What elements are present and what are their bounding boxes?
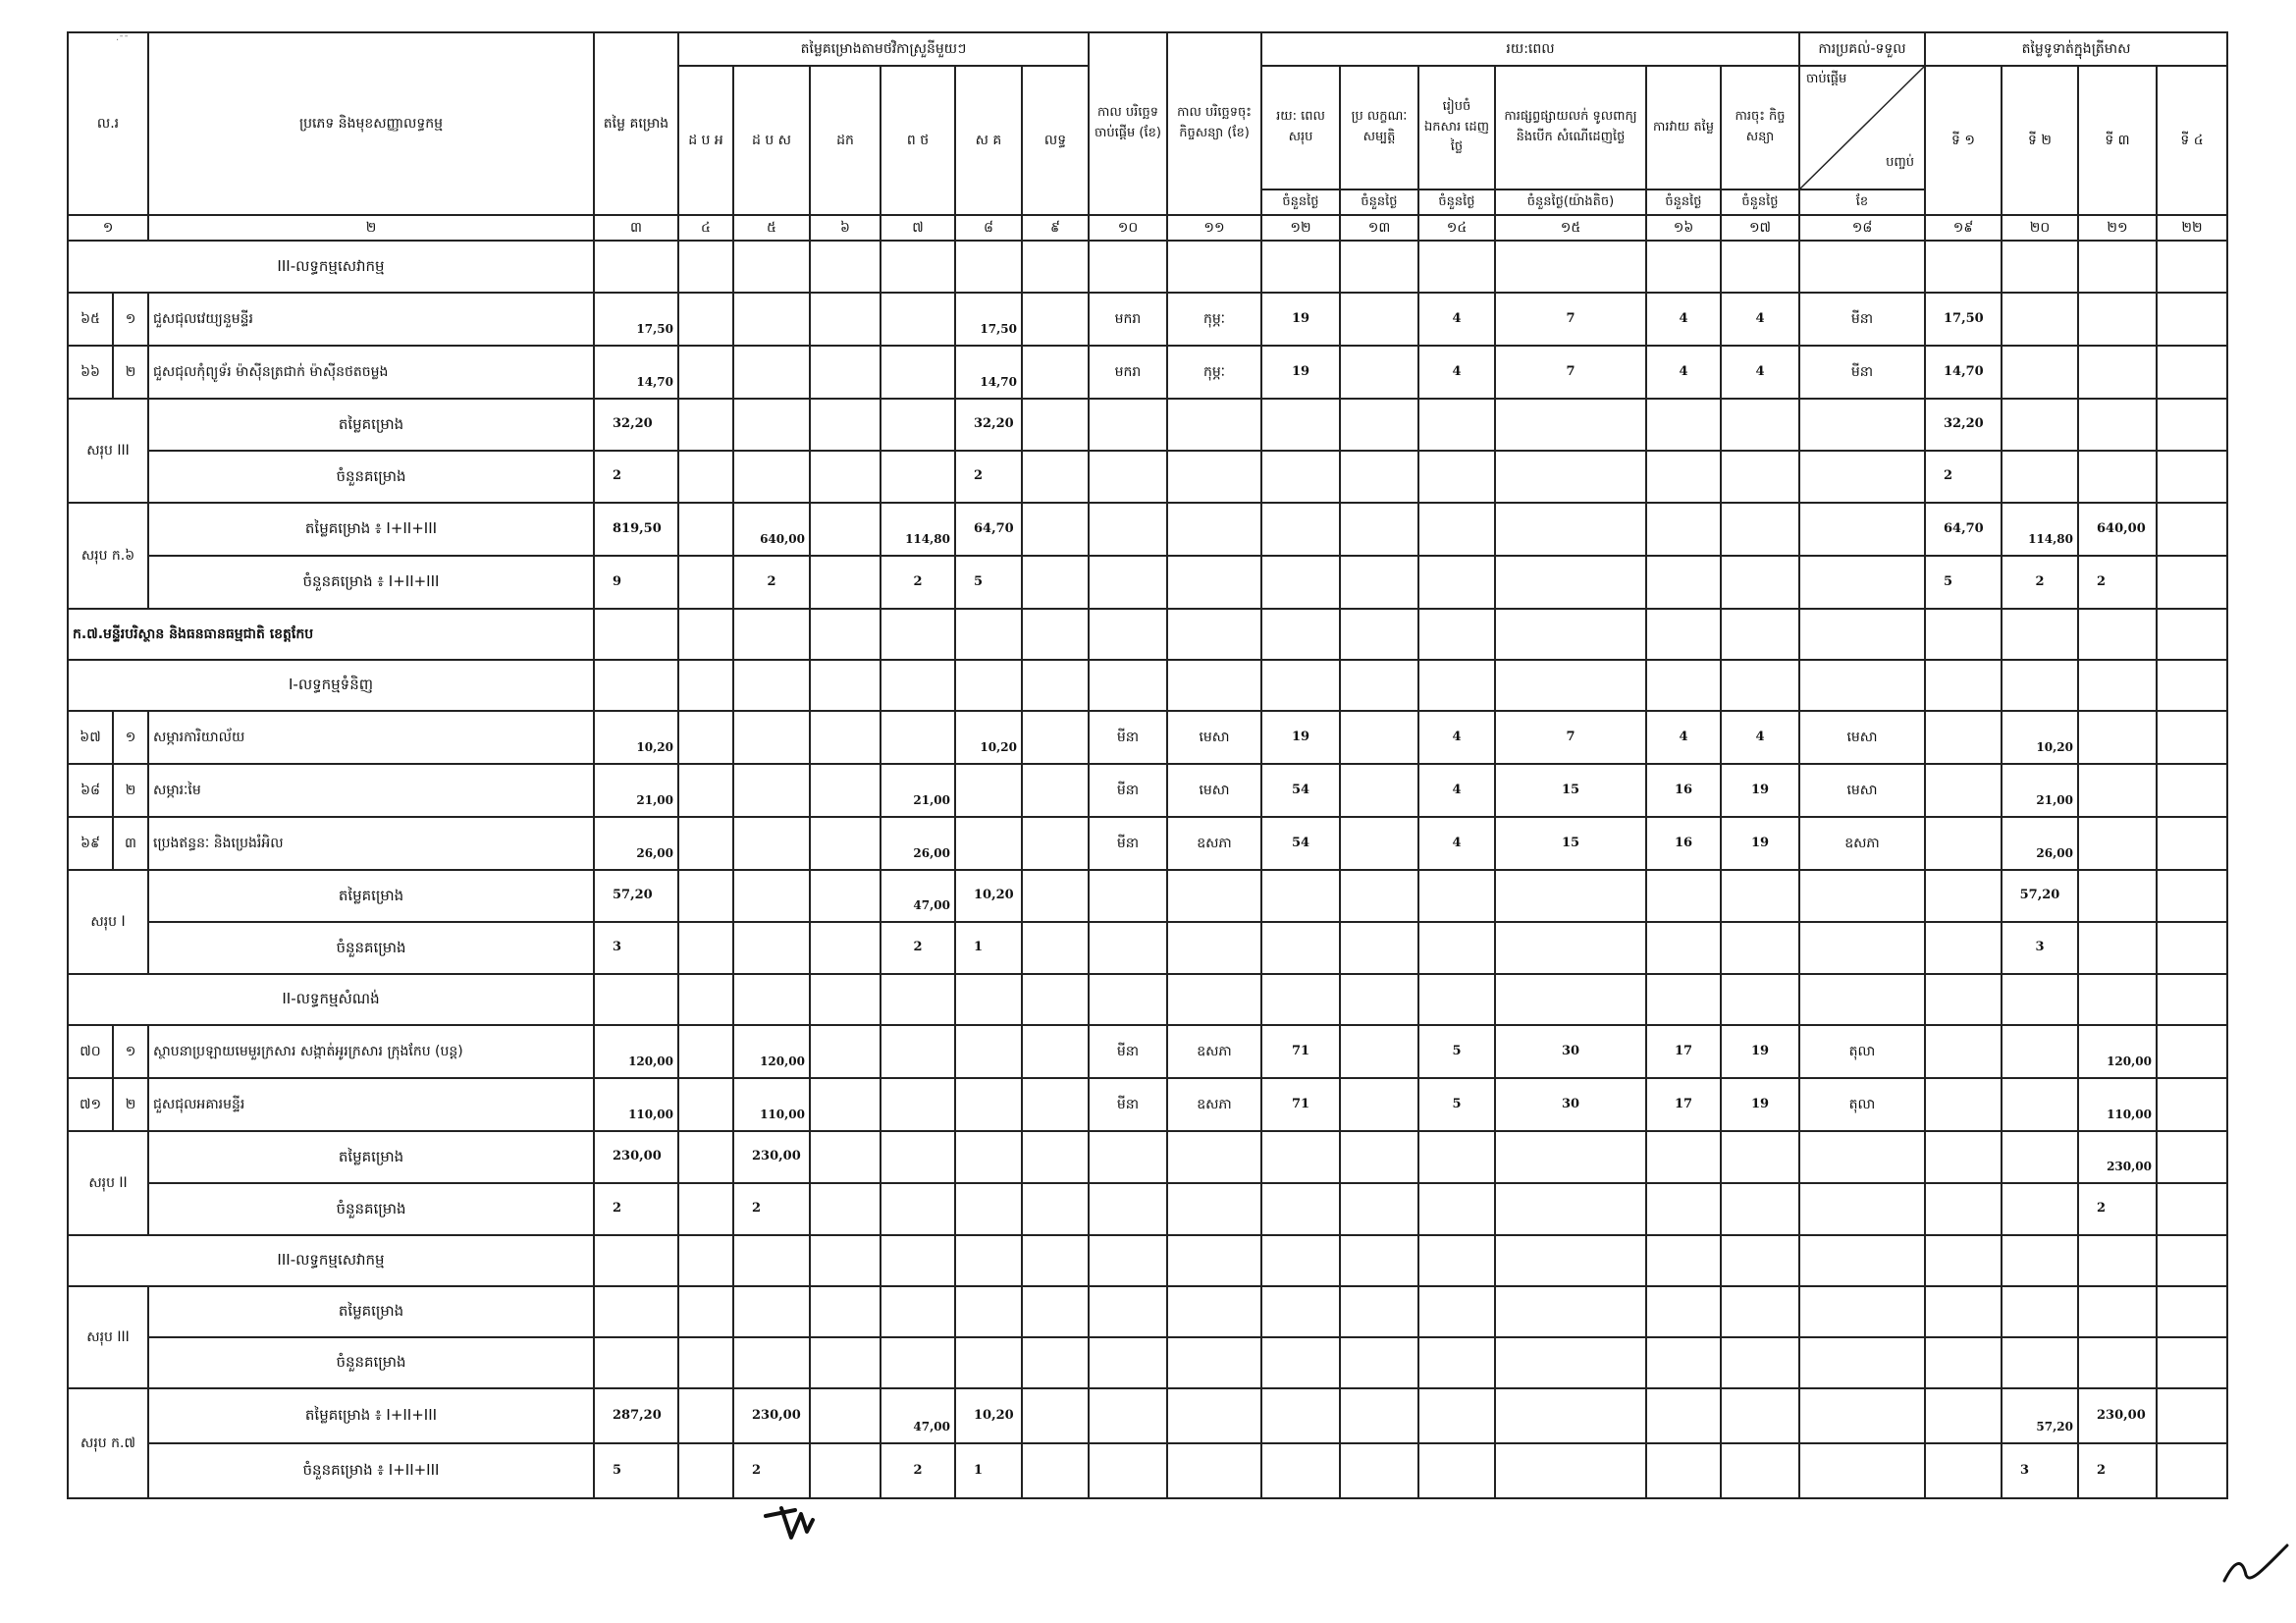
cell-est-cost: 14,70: [594, 346, 678, 399]
cell-days-total: 19: [1261, 293, 1340, 346]
cell-days-bid: 15: [1495, 764, 1646, 817]
cell-q2: 114,80: [2002, 503, 2078, 556]
cell-est-cost: 17,50: [594, 293, 678, 346]
cell-days-eval: 16: [1646, 764, 1721, 817]
cell-handover: តុលា: [1799, 1025, 1925, 1078]
col-header-duration-group: រយ:ពេល: [1261, 32, 1799, 66]
row-number: ៦៧: [68, 711, 113, 764]
cell-days-prep: 4: [1418, 817, 1495, 870]
column-number-row: [68, 215, 2227, 241]
row-number: ៧០: [68, 1025, 113, 1078]
total-cost-label: តម្លៃគម្រោង ៖ I+II+III: [148, 1388, 594, 1443]
col-subheader-days-5: ចំនួនថ្ងៃ: [1646, 189, 1721, 215]
cell-handover: មេសា: [1799, 764, 1925, 817]
col-header-duration-5: ការវាយ តម្លៃ: [1646, 66, 1721, 189]
column-number: ២២: [2157, 215, 2227, 241]
col-header-funding-group: តម្លៃគម្រោងតាមថវិកាស្រួនីមួយៗ: [678, 32, 1089, 66]
row-number: ៦៨: [68, 764, 113, 817]
cell-est-cost: 26,00: [594, 817, 678, 870]
cell-pt: 2: [881, 556, 955, 609]
row-name: សម្ភារៈមៃ: [148, 764, 594, 817]
cell-days-sign: 4: [1721, 293, 1799, 346]
total-cost-label: តម្លៃគម្រោង ៖ I+II+III: [148, 503, 594, 556]
cell-q1: 64,70: [1925, 503, 2002, 556]
cell-handover: តុលា: [1799, 1078, 1925, 1131]
total-label: សរុប ក.៧: [68, 1388, 148, 1498]
total-count-label: ចំនួនគម្រោង ៖ I+II+III: [148, 1443, 594, 1498]
col-header-funding-3: ដក: [810, 66, 881, 215]
column-number: ២០: [2002, 215, 2078, 241]
column-number: ១៣: [1340, 215, 1418, 241]
subtotal-row: [68, 1286, 2227, 1337]
cell-days-sign: 4: [1721, 346, 1799, 399]
cell-sk: 10,20: [955, 1388, 1022, 1443]
handover-end-label: បញ្ចប់: [1886, 155, 1914, 171]
cell-days-sign: 4: [1721, 711, 1799, 764]
cell-est-cost: 230,00: [594, 1131, 678, 1183]
procurement-plan-sheet: [67, 31, 2228, 1499]
cell-end-month: ឧសភា: [1167, 1025, 1261, 1078]
cell-days-sign: 19: [1721, 1025, 1799, 1078]
cell-dbs: 120,00: [733, 1025, 810, 1078]
col-header-q2: ទី ២: [2002, 66, 2078, 215]
row-name: ជួសជុលអគារមន្ទីរ: [148, 1078, 594, 1131]
cell-q2: 57,20: [2002, 1388, 2078, 1443]
table-row: [68, 293, 2227, 346]
row-number: ៦៦: [68, 346, 113, 399]
column-number: ៨: [955, 215, 1022, 241]
section-row: [68, 1235, 2227, 1286]
total-row: [68, 1443, 2227, 1498]
col-header-start-period: កាល បរិច្ឆេទ ចាប់ផ្តើម (ខែ): [1089, 32, 1167, 215]
cell-end-month: កុម្ភៈ: [1167, 346, 1261, 399]
cell-pt: 47,00: [881, 1388, 955, 1443]
cell-sk: 2: [955, 451, 1022, 503]
row-sub-number: ៣: [113, 817, 148, 870]
cell-start-month: មីនា: [1089, 1025, 1167, 1078]
cell-dbs: 2: [733, 556, 810, 609]
section-title: I-លទ្ធកម្មទំនិញ: [68, 660, 594, 711]
table-row: [68, 764, 2227, 817]
section-title: II-លទ្ធកម្មសំណង់: [68, 974, 594, 1025]
column-number: ២: [148, 215, 594, 241]
procurement-plan-table: [67, 31, 2228, 1499]
department-row: [68, 609, 2227, 660]
subtotal-row: [68, 870, 2227, 922]
subtotal-label: សរុប III: [68, 1286, 148, 1388]
row-sub-number: ១: [113, 293, 148, 346]
cell-q2: 10,20: [2002, 711, 2078, 764]
cell-start-month: មករា: [1089, 346, 1167, 399]
subtotal-count-label: ចំនួនគម្រោង: [148, 1183, 594, 1235]
column-number: ២១: [2078, 215, 2157, 241]
cell-pt: 47,00: [881, 870, 955, 922]
col-header-est-cost: តម្លៃ គម្រោង: [594, 32, 678, 215]
col-header-handover-group: ការប្រគល់-ទទួល: [1799, 32, 1925, 66]
cell-days-prep: 5: [1418, 1025, 1495, 1078]
subtotal-count-label: ចំនួនគម្រោង: [148, 922, 594, 974]
header-row-1: [68, 32, 2227, 66]
cell-q1: 17,50: [1925, 293, 2002, 346]
table-row: [68, 711, 2227, 764]
col-header-name: ប្រភេទ និងមុខសញ្ញាលទ្ធកម្ម: [148, 32, 594, 215]
row-name: ជួសជុលកុំព្យូទ័រ ម៉ាស៊ីនត្រជាក់ ម៉ាស៊ីនថតចម្លង: [148, 346, 594, 399]
subtotal-count-label: ចំនួនគម្រោង: [148, 1337, 594, 1388]
row-name: ប្រេងឥន្ធនៈ និងប្រេងរំអិល: [148, 817, 594, 870]
subtotal-row: [68, 1183, 2227, 1235]
cell-pt: 21,00: [881, 764, 955, 817]
section-title: III-លទ្ធកម្មសេវាកម្ម: [68, 241, 594, 293]
cell-q2: 57,20: [2002, 870, 2078, 922]
cell-sk: 64,70: [955, 503, 1022, 556]
cell-days-eval: 17: [1646, 1025, 1721, 1078]
cell-sk: 1: [955, 1443, 1022, 1498]
cell-days-total: 71: [1261, 1025, 1340, 1078]
cell-q3: 230,00: [2078, 1388, 2157, 1443]
row-sub-number: ២: [113, 764, 148, 817]
cell-sk: 1: [955, 922, 1022, 974]
cell-handover: មេសា: [1799, 711, 1925, 764]
cell-q2: 21,00: [2002, 764, 2078, 817]
col-subheader-days-1: ចំនួនថ្ងៃ: [1261, 189, 1340, 215]
cell-end-month: ឧសភា: [1167, 817, 1261, 870]
subtotal-label: សរុប III: [68, 399, 148, 503]
cell-est-cost: 32,20: [594, 399, 678, 451]
column-number: ៤: [678, 215, 733, 241]
table-row: [68, 1078, 2227, 1131]
cell-days-total: 54: [1261, 764, 1340, 817]
row-sub-number: ២: [113, 1078, 148, 1131]
cell-sk: 5: [955, 556, 1022, 609]
cell-est-count: 2: [594, 451, 678, 503]
cell-days-total: 71: [1261, 1078, 1340, 1131]
cell-start-month: មករា: [1089, 293, 1167, 346]
column-number: ៦: [810, 215, 881, 241]
section-row: [68, 660, 2227, 711]
cell-days-prep: 4: [1418, 346, 1495, 399]
total-row: [68, 1388, 2227, 1443]
col-header-duration-2: ប្រ លក្ខណៈ សម្បត្តិ: [1340, 66, 1418, 189]
subtotal-label: សរុប I: [68, 870, 148, 974]
col-header-no: ល.រ: [68, 32, 148, 215]
cell-q3: 2: [2078, 556, 2157, 609]
cell-dbs: 230,00: [733, 1388, 810, 1443]
column-number: ១០: [1089, 215, 1167, 241]
cell-est-cost: 57,20: [594, 870, 678, 922]
col-header-funding-4: ព ថ: [881, 66, 955, 215]
subtotal-cost-label: តម្លៃគម្រោង: [148, 870, 594, 922]
cell-dbs: 230,00: [733, 1131, 810, 1183]
subtotal-count-label: ចំនួនគម្រោង: [148, 451, 594, 503]
cell-days-total: 19: [1261, 346, 1340, 399]
cell-q3: 120,00: [2078, 1025, 2157, 1078]
department-title: ក.៧.មន្ទីរបរិស្ថាន និងធនធានធម្មជាតិ ខេត្តកែប: [68, 609, 594, 660]
total-row: [68, 556, 2227, 609]
col-header-duration-1: រយ: ពេលសរុប: [1261, 66, 1340, 189]
cell-days-bid: 30: [1495, 1078, 1646, 1131]
cell-days-prep: 4: [1418, 711, 1495, 764]
cell-q1: 14,70: [1925, 346, 2002, 399]
row-number: ៦៩: [68, 817, 113, 870]
cell-days-prep: 4: [1418, 764, 1495, 817]
column-number: ១៦: [1646, 215, 1721, 241]
column-number: ១៨: [1799, 215, 1925, 241]
cell-q1: 2: [1925, 451, 2002, 503]
cell-q3: 110,00: [2078, 1078, 2157, 1131]
column-number: ៧: [881, 215, 955, 241]
cell-q1: 5: [1925, 556, 2002, 609]
cell-days-sign: 19: [1721, 764, 1799, 817]
column-number: ១៥: [1495, 215, 1646, 241]
subtotal-cost-label: តម្លៃគម្រោង: [148, 1131, 594, 1183]
subtotal-row: [68, 1131, 2227, 1183]
cell-pt: 114,80: [881, 503, 955, 556]
row-sub-number: ២: [113, 346, 148, 399]
row-sub-number: ១: [113, 1025, 148, 1078]
cell-days-eval: 4: [1646, 346, 1721, 399]
column-number: ១១: [1167, 215, 1261, 241]
col-header-duration-4: ការផ្សព្វផ្សាយលក់ ទូលពាក្យ និងបើក សំណើដេញថ្លៃ: [1495, 66, 1646, 189]
cell-q3: 2: [2078, 1183, 2157, 1235]
cell-days-bid: 30: [1495, 1025, 1646, 1078]
handover-start-label: ចាប់ផ្តើម: [1806, 72, 1847, 86]
cell-est-count: 9: [594, 556, 678, 609]
cell-days-bid: 7: [1495, 293, 1646, 346]
signature-stroke-mark: [2220, 1540, 2291, 1587]
cell-start-month: មីនា: [1089, 711, 1167, 764]
cell-days-eval: 4: [1646, 711, 1721, 764]
cell-days-sign: 19: [1721, 1078, 1799, 1131]
cell-q3: 230,00: [2078, 1131, 2157, 1183]
cell-sk: 32,20: [955, 399, 1022, 451]
cell-days-total: 19: [1261, 711, 1340, 764]
section-row: [68, 974, 2227, 1025]
cell-q2: 3: [2002, 1443, 2078, 1498]
cell-days-eval: 16: [1646, 817, 1721, 870]
cell-pt: 2: [881, 1443, 955, 1498]
cell-est-cost: 21,00: [594, 764, 678, 817]
cell-dbs: 640,00: [733, 503, 810, 556]
cell-days-bid: 7: [1495, 346, 1646, 399]
cell-est-count: 2: [594, 1183, 678, 1235]
col-header-funding-5: ស គ: [955, 66, 1022, 215]
col-header-duration-6: ការចុះ កិច្ចសន្យា: [1721, 66, 1799, 189]
cell-est-cost: 819,50: [594, 503, 678, 556]
cell-start-month: មីនា: [1089, 817, 1167, 870]
cell-est-count: 3: [594, 922, 678, 974]
column-number: ៥: [733, 215, 810, 241]
total-count-label: ចំនួនគម្រោង ៖ I+II+III: [148, 556, 594, 609]
cell-days-prep: 4: [1418, 293, 1495, 346]
cell-dbs: 110,00: [733, 1078, 810, 1131]
column-number: ១៧: [1721, 215, 1799, 241]
cell-pt: 26,00: [881, 817, 955, 870]
row-name: ស្ថាបនាប្រឡាយមេមួរក្រសារ សង្កាត់អូរក្រសារ ក្រុងកែប (បន្ត): [148, 1025, 594, 1078]
subtotal-label: សរុប II: [68, 1131, 148, 1235]
table-row: [68, 346, 2227, 399]
subtotal-row: [68, 451, 2227, 503]
cell-days-bid: 15: [1495, 817, 1646, 870]
cell-handover: មីនា: [1799, 346, 1925, 399]
subtotal-cost-label: តម្លៃគម្រោង: [148, 1286, 594, 1337]
total-label: សរុប ក.៦: [68, 503, 148, 609]
section-row: [68, 241, 2227, 293]
column-number: ១: [68, 215, 148, 241]
cell-q2: 2: [2002, 556, 2078, 609]
cell-end-month: មេសា: [1167, 764, 1261, 817]
cell-end-month: ឧសភា: [1167, 1078, 1261, 1131]
col-subheader-days-4: ចំនួនថ្ងៃ(យ៉ាងតិច): [1495, 189, 1646, 215]
row-name: សម្ភារការិយាល័យ: [148, 711, 594, 764]
column-number: ១២: [1261, 215, 1340, 241]
col-subheader-days-6: ចំនួនថ្ងៃ: [1721, 189, 1799, 215]
col-header-end-period: កាល បរិច្ឆេទចុះ កិច្ចសន្យា (ខែ): [1167, 32, 1261, 215]
cell-start-month: មីនា: [1089, 1078, 1167, 1131]
cell-q2: 26,00: [2002, 817, 2078, 870]
subtotal-cost-label: តម្លៃគម្រោង: [148, 399, 594, 451]
col-header-q4: ទី ៤: [2157, 66, 2227, 215]
cell-handover: ឧសភា: [1799, 817, 1925, 870]
col-subheader-days-3: ចំនួនថ្ងៃ: [1418, 189, 1495, 215]
row-number: ៧១: [68, 1078, 113, 1131]
section-title: III-លទ្ធកម្មសេវាកម្ម: [68, 1235, 594, 1286]
col-subheader-month: ខែ: [1799, 189, 1925, 215]
total-row: [68, 503, 2227, 556]
col-header-duration-3: រៀបចំ ឯកសារ ដេញថ្លៃ: [1418, 66, 1495, 189]
subtotal-row: [68, 1337, 2227, 1388]
cell-sk: 10,20: [955, 711, 1022, 764]
column-number: ១៤: [1418, 215, 1495, 241]
row-sub-number: ១: [113, 711, 148, 764]
cell-end-month: មេសា: [1167, 711, 1261, 764]
cell-end-month: កុម្ភៈ: [1167, 293, 1261, 346]
cell-sk: 10,20: [955, 870, 1022, 922]
cell-days-eval: 17: [1646, 1078, 1721, 1131]
cell-est-cost: 110,00: [594, 1078, 678, 1131]
col-header-quarter-group: តម្លៃទូទាត់ក្នុងត្រីមាស: [1925, 32, 2227, 66]
cell-pt: 2: [881, 922, 955, 974]
column-number: ១៩: [1925, 215, 2002, 241]
cell-days-bid: 7: [1495, 711, 1646, 764]
cell-dbs: 2: [733, 1443, 810, 1498]
column-number: ៩: [1022, 215, 1089, 241]
initials-signature-mark: [762, 1502, 827, 1542]
cell-q3: 2: [2078, 1443, 2157, 1498]
table-row: [68, 1025, 2227, 1078]
cell-sk: 14,70: [955, 346, 1022, 399]
cell-est-cost: 120,00: [594, 1025, 678, 1078]
col-header-funding-1: ដ ប អ: [678, 66, 733, 215]
subtotal-row: [68, 399, 2227, 451]
cell-days-eval: 4: [1646, 293, 1721, 346]
column-number: ៣: [594, 215, 678, 241]
cell-q2: 3: [2002, 922, 2078, 974]
col-header-funding-6: លទ្ធ: [1022, 66, 1089, 215]
cell-dbs: 2: [733, 1183, 810, 1235]
row-number: ៦៥: [68, 293, 113, 346]
cell-est-count: 5: [594, 1443, 678, 1498]
col-subheader-days-2: ចំនួនថ្ងៃ: [1340, 189, 1418, 215]
col-header-q3: ទី ៣: [2078, 66, 2157, 215]
cell-est-cost: 287,20: [594, 1388, 678, 1443]
corner-pencil-mark: ·ˉˉ: [116, 35, 130, 46]
cell-est-cost: 10,20: [594, 711, 678, 764]
cell-days-prep: 5: [1418, 1078, 1495, 1131]
cell-days-sign: 19: [1721, 817, 1799, 870]
col-header-q1: ទី ១: [1925, 66, 2002, 215]
col-header-funding-2: ដ ប ស: [733, 66, 810, 215]
cell-q1: 32,20: [1925, 399, 2002, 451]
cell-q3: 640,00: [2078, 503, 2157, 556]
cell-start-month: មីនា: [1089, 764, 1167, 817]
col-header-handover-split: [1799, 66, 1925, 189]
cell-handover: មីនា: [1799, 293, 1925, 346]
subtotal-row: [68, 922, 2227, 974]
cell-sk: 17,50: [955, 293, 1022, 346]
cell-days-total: 54: [1261, 817, 1340, 870]
table-row: [68, 817, 2227, 870]
row-name: ជួសជុលវេយ្យនួមន្ទីរ: [148, 293, 594, 346]
